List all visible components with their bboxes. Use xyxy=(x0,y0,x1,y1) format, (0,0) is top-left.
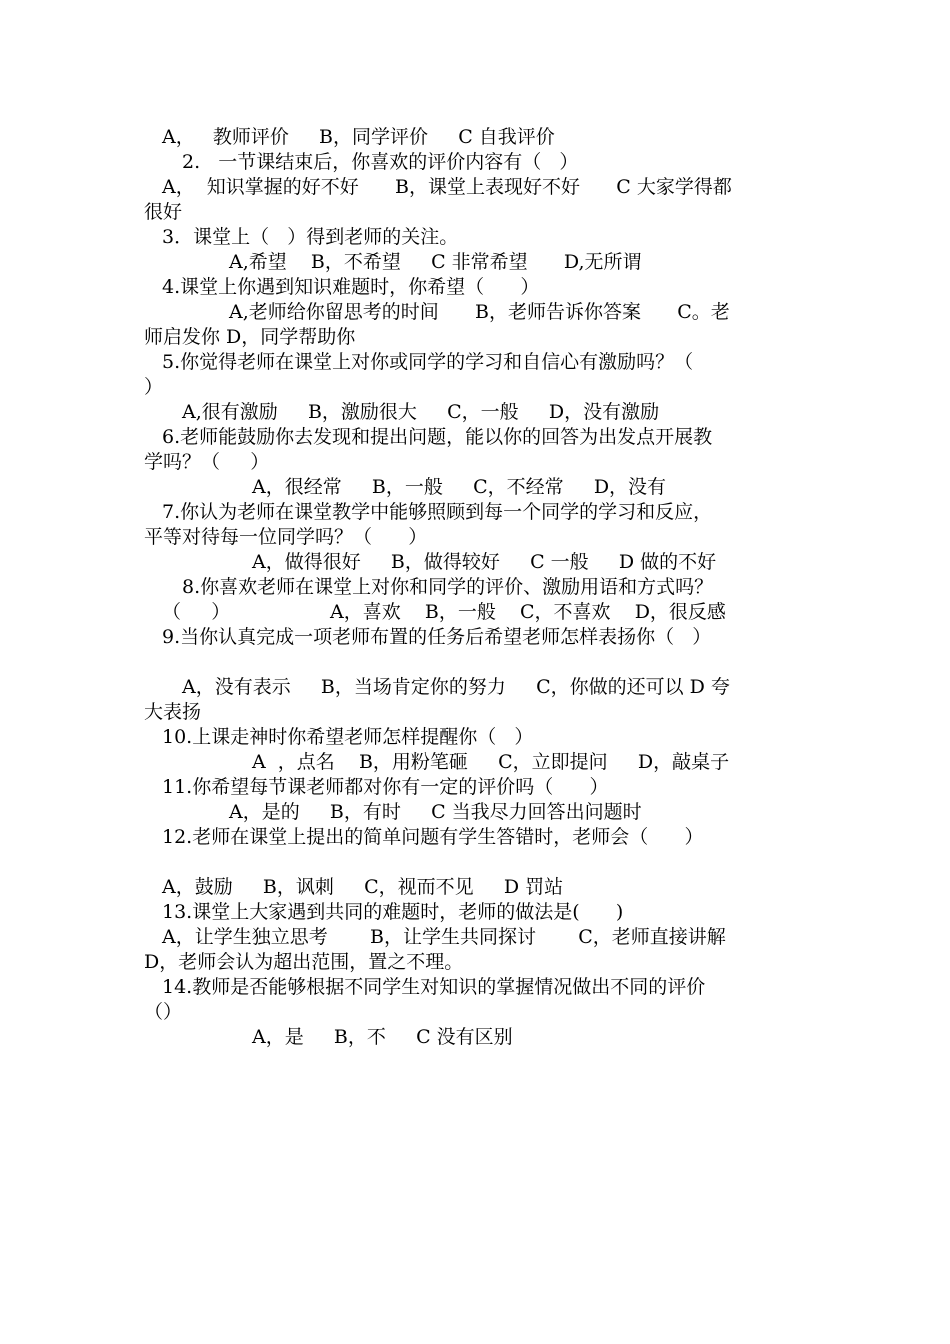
question-line: 11.你希望每节课老师都对你有一定的评价吗（ ） xyxy=(162,776,609,798)
answer-options-line: A，鼓励 B，讽刺 C，视而不见 D 罚站 xyxy=(162,876,564,898)
continuation-line: ） xyxy=(144,376,164,398)
answer-options-line: A，是 B，不 C 没有区别 xyxy=(252,1026,513,1048)
question-line: 4.课堂上你遇到知识难题时，你希望（ ） xyxy=(162,276,540,298)
question-line: 7.你认为老师在课堂教学中能够照顾到每一个同学的学习和反应， xyxy=(162,501,713,523)
answer-options-line: A，做得很好 B，做得较好 C 一般 D 做的不好 xyxy=(252,551,717,573)
question-line: 5.你觉得老师在课堂上对你或同学的学习和自信心有激励吗？（ xyxy=(162,351,694,373)
continuation-line: 大表扬 xyxy=(144,701,202,723)
continuation-line: 学吗？（ ） xyxy=(144,451,270,473)
answer-options-line: A， 知识掌握的好不好 B，课堂上表现好不好 C 大家学得都 xyxy=(162,176,732,198)
question-line: 12.老师在课堂上提出的简单问题有学生答错时，老师会（ ） xyxy=(162,826,704,848)
question-line: 9.当你认真完成一项老师布置的任务后希望老师怎样表扬你（ ） xyxy=(162,626,712,648)
continuation-line: 平等对待每一位同学吗？（ ） xyxy=(144,526,428,548)
answer-options-line: A，很经常 B，一般 C，不经常 D，没有 xyxy=(252,476,667,498)
question-line: 14.教师是否能够根据不同学生对知识的掌握情况做出不同的评价 xyxy=(162,976,706,998)
continuation-line: （ ） xyxy=(162,601,231,623)
continuation-line: 很好 xyxy=(144,201,183,223)
question-line: 2. 一节课结束后，你喜欢的评价内容有（ ） xyxy=(182,151,579,173)
answer-options-line: A ，点名 B，用粉笔砸 C，立即提问 D，敲桌子 xyxy=(252,751,730,773)
answer-options-line: A，喜欢 B，一般 C，不喜欢 D，很反感 xyxy=(330,601,726,623)
answer-options-line: A,老师给你留思考的时间 B，老师告诉你答案 C。老 xyxy=(229,301,730,323)
answer-options-line: A，没有表示 B，当场肯定你的努力 C，你做的还可以 D 夸 xyxy=(182,676,730,698)
continuation-line: 师启发你 D，同学帮助你 xyxy=(144,326,356,348)
question-line: 13.课堂上大家遇到共同的难题时，老师的做法是( ) xyxy=(162,901,624,923)
answer-options-line: A，让学生独立思考 B，让学生共同探讨 C，老师直接讲解 xyxy=(162,926,726,948)
continuation-line: （） xyxy=(144,1001,183,1023)
question-line: 10.上课走神时你希望老师怎样提醒你（ ） xyxy=(162,726,534,748)
answer-options-line: A， 教师评价 B，同学评价 C 自我评价 xyxy=(162,126,555,148)
answer-options-line: A,希望 B，不希望 C 非常希望 D,无所谓 xyxy=(229,251,642,273)
question-line: 3．课堂上（ ）得到老师的关注。 xyxy=(162,226,459,248)
question-line: 8.你喜欢老师在课堂上对你和同学的评价、激励用语和方式吗？ xyxy=(182,576,714,598)
question-line: 6.老师能鼓励你去发现和提出问题，能以你的回答为出发点开展教 xyxy=(162,426,713,448)
continuation-line: D，老师会认为超出范围，置之不理。 xyxy=(144,951,464,973)
answer-options-line: A,很有激励 B，激励很大 C，一般 D，没有激励 xyxy=(182,401,660,423)
answer-options-line: A，是的 B，有时 C 当我尽力回答出问题时 xyxy=(229,801,642,823)
